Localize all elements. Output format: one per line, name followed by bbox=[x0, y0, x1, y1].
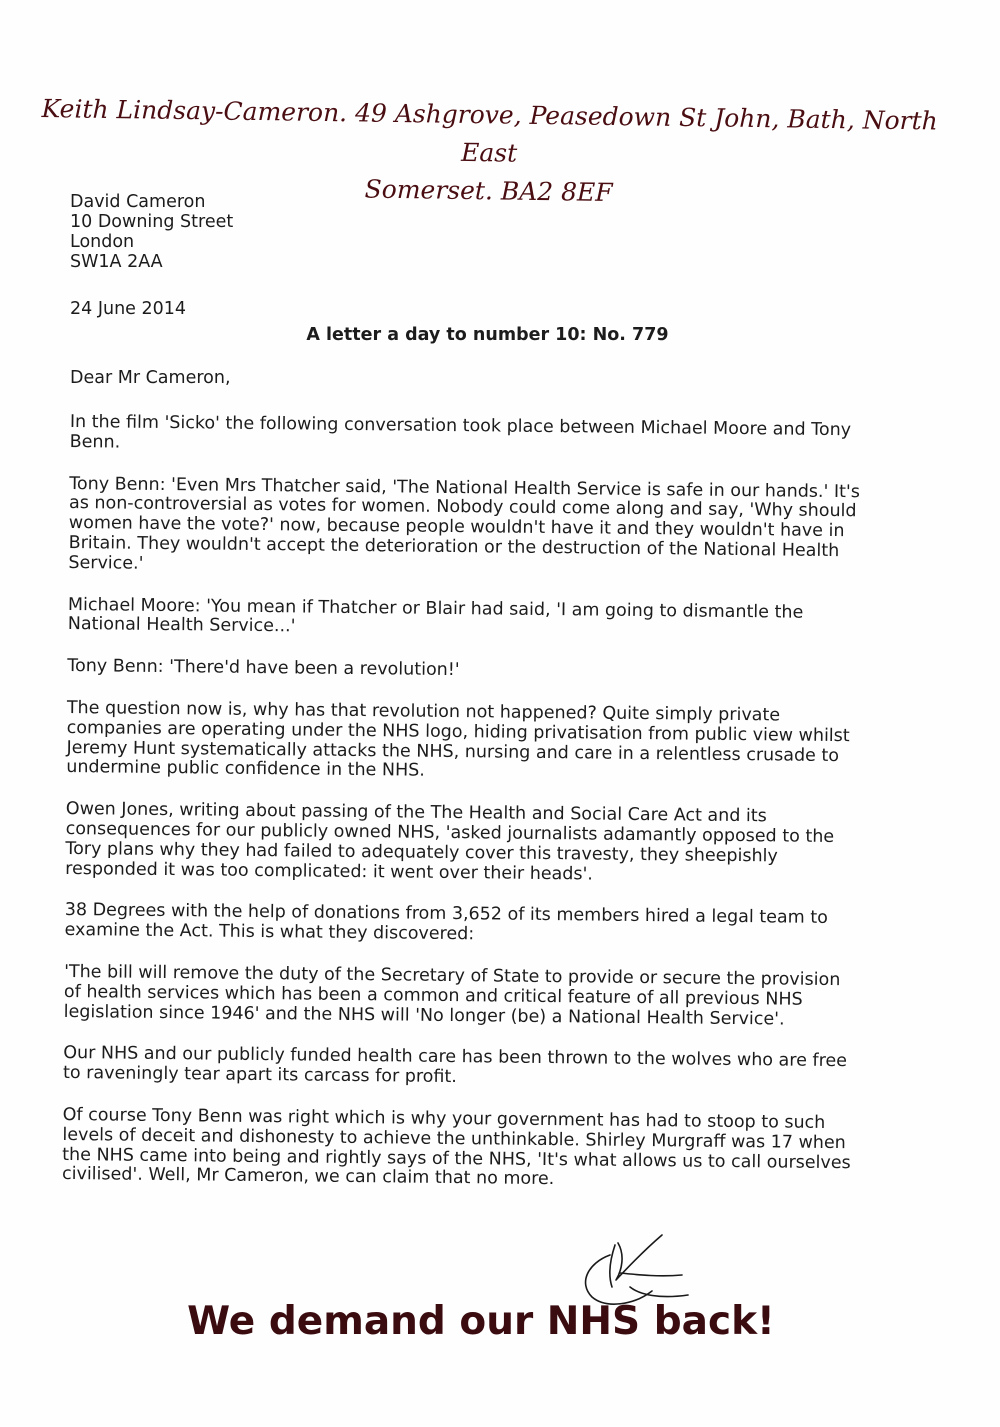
letterhead-line-2: Somerset. BA2 8EF bbox=[364, 174, 613, 208]
body-paragraph: 38 Degrees with the help of donations from 3,652 of its members hired a legal team to examine the Act. This is what they discovered: bbox=[64, 900, 828, 945]
body-paragraph: 'The bill will remove the duty of the Secretary of State to provide or secure the provision of health services which has been a common and critical feature of all previous NHS legislation since 1946' and the NHS will 'No longer (be) a National Health Service'. bbox=[63, 961, 841, 1030]
body-paragraph: Owen Jones, writing about passing of the The Health and Social Care Act and its consequences for our publicly owned NHS, 'asked journalists adamantly opposed to the Tory plans why they had failed to adequately cover this travesty, they sheepishly responded it was too complicated: it went over their heads'. bbox=[65, 799, 835, 885]
closing-slogan: We demand our NHS back! bbox=[187, 1299, 775, 1344]
body-paragraph: Our NHS and our publicly funded health care has been thrown to the wolves who are free to raveningly tear apart its carcass for profit. bbox=[62, 1043, 848, 1088]
recipient-city: London bbox=[70, 232, 135, 252]
letter-date: 24 June 2014 bbox=[70, 299, 187, 319]
body-paragraph: Tony Benn: 'There'd have been a revolution!' bbox=[67, 656, 460, 681]
body-paragraph: Michael Moore: 'You mean if Thatcher or Blair had said, 'I am going to dismantle the National Health Service...' bbox=[67, 594, 804, 637]
body-paragraph: In the film 'Sicko' the following conversation took place between Michael Moore and Tony Benn. bbox=[69, 412, 852, 453]
letterhead-line-1: Keith Lindsay-Cameron. 49 Ashgrove, Peasedown St John, Bath, North East bbox=[41, 94, 938, 168]
recipient-name: David Cameron bbox=[70, 192, 206, 212]
recipient-postcode: SW1A 2AA bbox=[70, 252, 163, 272]
body-paragraph: Of course Tony Benn was right which is why your government has had to stoop to such levels of deceit and dishonesty to achieve the unthinkable. Shirley Murgraff was 17 when the NHS came into being and rightly says of the NHS, 'It's what allows us to call ourselves civilised'. Well, Mr Cameron, we can claim that no more. bbox=[61, 1104, 851, 1190]
body-paragraph: The question now is, why has that revolution not happened? Quite simply private companies are operating under the NHS logo, hiding privatisation from public view whilst Jeremy Hunt systematically attacks the NHS, nursing and care in a relentless crusade to undermine public confidence in the NHS. bbox=[66, 697, 850, 782]
body-paragraph: Tony Benn: 'Even Mrs Thatcher said, 'The National Health Service is safe in our hands.' It's as non-controversial as votes for women. Nobody could come along and say, 'Why should women have the vote?' now, because people wouldn't have it and they wouldn't have in Britain. They wouldn't accept the deterioration or the destruction of the National Health Service.' bbox=[68, 473, 860, 574]
letter-subject: A letter a day to number 10: No. 779 bbox=[306, 325, 669, 345]
salutation: Dear Mr Cameron, bbox=[70, 368, 231, 388]
recipient-address bbox=[70, 192, 233, 272]
recipient-street: 10 Downing Street bbox=[70, 212, 234, 232]
letter-body bbox=[62, 413, 900, 1216]
